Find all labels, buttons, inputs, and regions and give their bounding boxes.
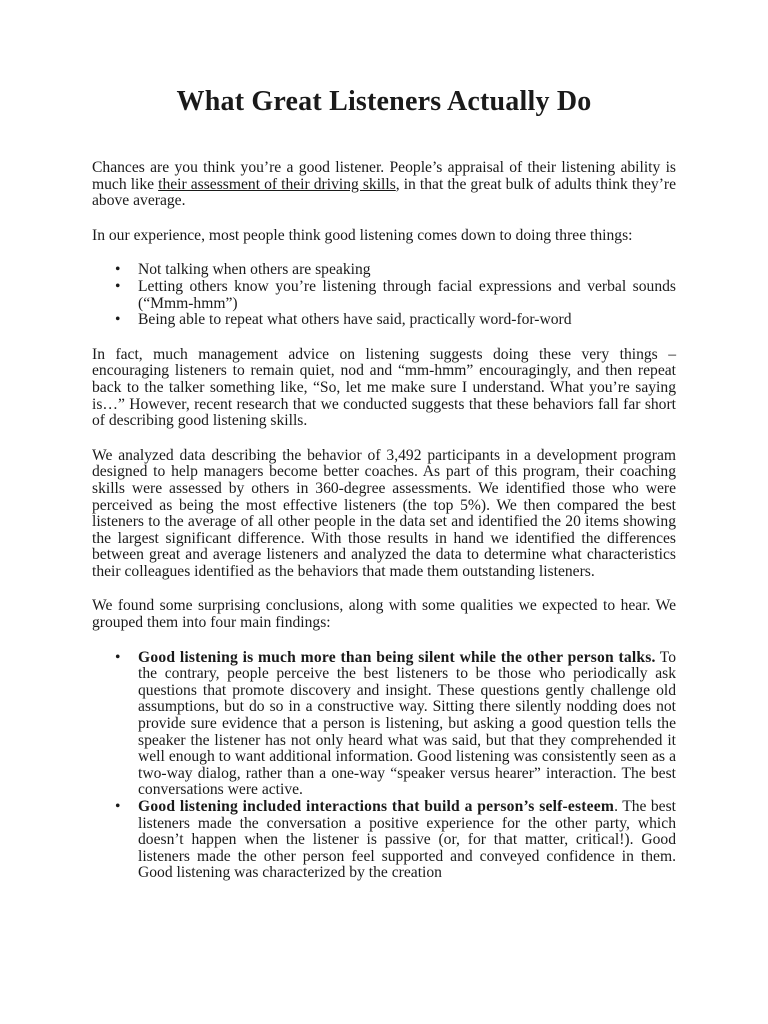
intro-paragraph	[92, 160, 676, 210]
list-item: • Not talking when others are speaking	[138, 262, 676, 279]
research-paragraph: We analyzed data describing the behavior of 3,492 participants in a development program designed to help managers become better coaches. As part of this program, their coaching skills were assessed by others in 360-degree assessments. We identified those who were perceived as being the most effective listeners (the top 5%). We then compared the best listeners to the average of all other people in the data set and identified the 20 items showing the largest significant difference. With those results in hand we identified the differences between great and average listeners and analyzed the data to determine what characteristics their colleagues identified as the behaviors that made them outstanding listeners.	[92, 446, 676, 580]
intro-text-after: , in that the great bulk of adults think they’re above average.	[92, 175, 677, 210]
common-beliefs-list	[92, 262, 676, 328]
finding-text: To the contrary, people perceive the best listeners to be those who periodically ask questions that promote discovery and insight. These questions gently challenge old assumptions, but do so in a constructive way. Sitting there silently nodding does not provide sure evidence that a person is listening, but asking a good question tells the speaker the listener has not only heard what was said, but that they comprehended it well enough to want additional information. Good listening was consistently seen as a two-way dialog, rather than a one-way “speaker versus hearer” interaction. The best conversations were active.	[138, 648, 677, 799]
list-item: • Letting others know you’re listening through facial expressions and verbal sounds (“Mmm-hmm”)	[138, 279, 676, 312]
management-advice-paragraph: In fact, much management advice on listening suggests doing these very things – encouraging listeners to remain quiet, nod and “mm-hmm” encouragingly, and then repeat back to the talker something like, “So, let me make sure I understand. What you’re saying is…” However, recent research that we conducted suggests that these behaviors fall far short of describing good listening skills.	[92, 345, 676, 430]
conclusions-paragraph: We found some surprising conclusions, along with some qualities we expected to hear. We grouped them into four main findings:	[92, 597, 676, 632]
finding-heading: Good listening included interactions that build a person’s self-esteem	[138, 798, 615, 815]
findings-list	[92, 650, 676, 882]
finding-item	[138, 799, 676, 882]
finding-text: . The best listeners made the conversation a positive experience for the other party, which doesn’t happen when the listener is passive (or, for that matter, critical!). Good listeners made the other person feel supported and conveyed confidence in them. Good listening was characterized by the creation	[138, 798, 677, 882]
document-title: What Great Listeners Actually Do	[176, 86, 592, 117]
experience-paragraph: In our experience, most people think good listening comes down to doing three things:	[92, 226, 633, 244]
list-item: • Being able to repeat what others have said, practically word-for-word	[138, 312, 676, 329]
finding-heading: Good listening is much more than being silent while the other person talks.	[138, 648, 656, 666]
driving-skills-link[interactable]: their assessment of their driving skills	[158, 175, 396, 193]
intro-text-before: Chances are you think you’re a good listener. People’s appraisal of their listening ability is much like	[92, 159, 676, 193]
finding-item	[138, 650, 676, 799]
